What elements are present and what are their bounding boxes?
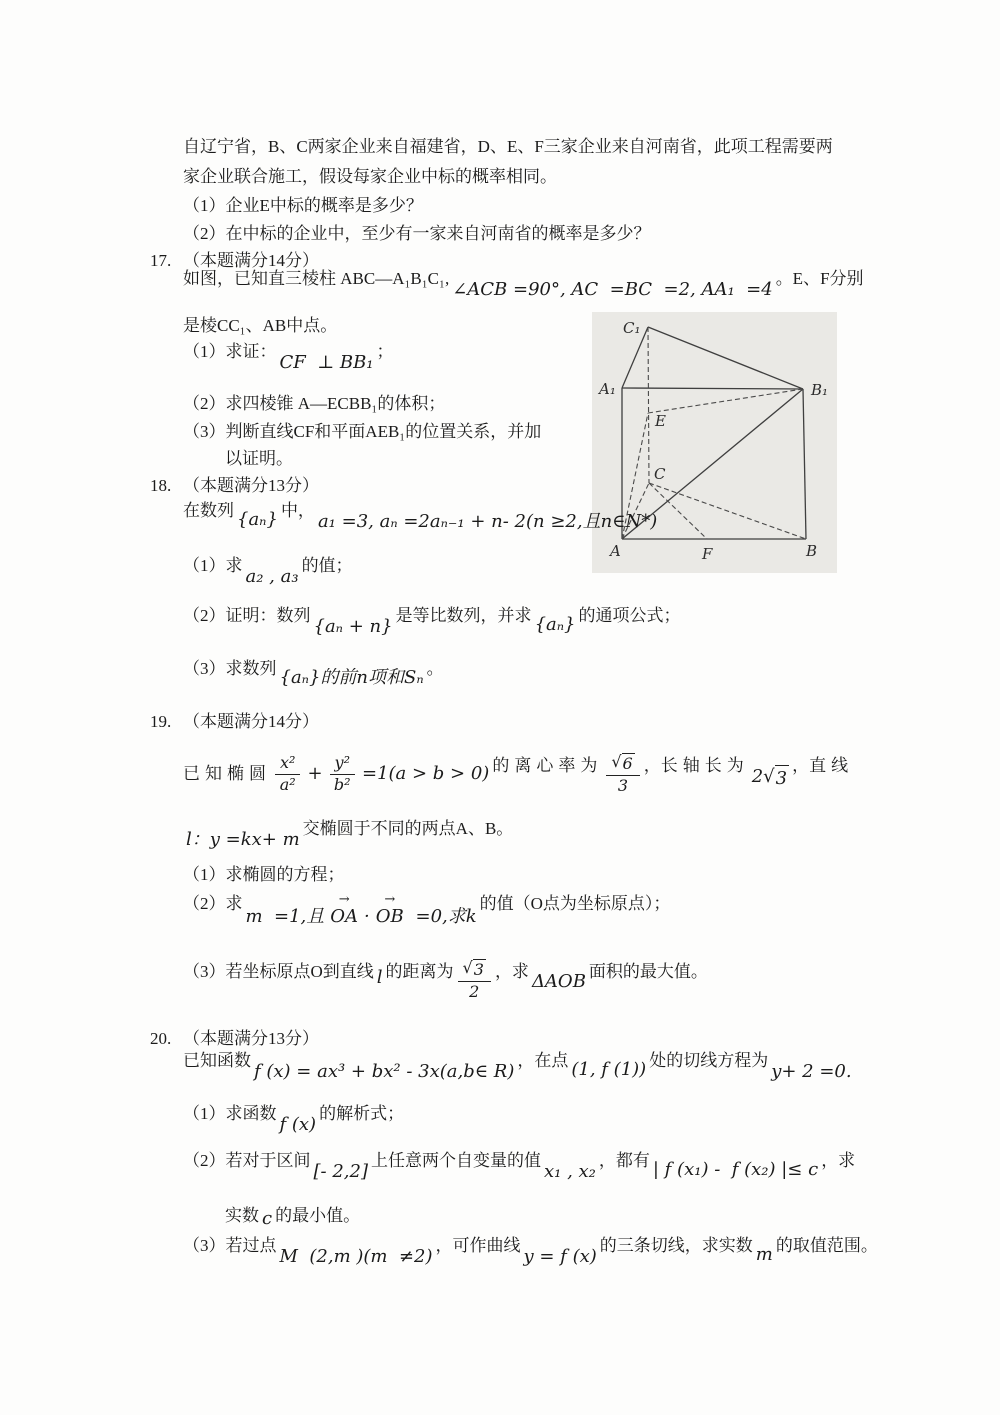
- q18-p1-terms: a₂ , a₃: [245, 566, 299, 587]
- vertex-label-A: A: [610, 542, 621, 560]
- q19-p1-text: （1）求椭圆的方程；: [183, 865, 345, 884]
- q19-p3-mid2: ，求: [494, 961, 529, 981]
- q17-p3-text2: 以证明。: [225, 449, 293, 468]
- q20-score: （本题满分13分）: [183, 1029, 319, 1048]
- q18-part-2: [183, 605, 681, 637]
- q20-part-2-line-2: [225, 1205, 360, 1228]
- radicand: 3: [473, 960, 484, 980]
- q20-p2-line2-post: 的最小值。: [275, 1206, 361, 1225]
- triangle-AOB: ΔAOB: [531, 971, 586, 993]
- q20-part-1: [183, 1103, 405, 1135]
- vertex-label-C: C: [654, 465, 666, 483]
- q19-p3-pre: （3）若坐标原点O到直线: [183, 961, 374, 981]
- q20-p1-pre: （1）求函数: [183, 1104, 277, 1123]
- q19-p3-post: 面积的最大值。: [588, 961, 708, 981]
- vector-OA-text: OA: [330, 906, 359, 927]
- q18-p2-mid: 是等比数列，并求: [395, 606, 532, 625]
- q17-p1-post: ；: [376, 342, 394, 361]
- q18-p1-post: 的值；: [301, 556, 353, 575]
- vertex-label-A1: A₁: [599, 380, 616, 398]
- q19-line-equation: [183, 818, 514, 850]
- radical-sign: √: [611, 752, 622, 772]
- sqrt-3: [463, 959, 486, 979]
- comma: ，: [792, 755, 810, 775]
- q17-part-2: [183, 393, 445, 415]
- q19-p2-post: 的值（O点为坐标原点）；: [479, 894, 671, 913]
- q18-p2-sequence2: {aₙ}: [534, 614, 576, 635]
- q16-part1-text: （1）企业E中标的概率是多少？: [183, 196, 423, 215]
- ellipse-fraction-y: [330, 754, 355, 794]
- q20-p2-pre: （2）若对于区间: [183, 1151, 311, 1170]
- q19-part-2: [183, 892, 671, 927]
- q19-p2-pre: （2）求: [183, 894, 243, 913]
- fraction-denominator: a²: [279, 774, 296, 794]
- sqrt-6: [611, 753, 634, 773]
- tangent-point: (1, f (1)): [571, 1059, 647, 1080]
- q17-intro-line-2: [183, 315, 337, 337]
- q17-number: 17.: [150, 251, 172, 270]
- q18-sequence-notation: {aₙ}: [237, 509, 278, 530]
- q20-intro: [183, 1050, 855, 1082]
- ellipse-fraction-x: [275, 754, 300, 794]
- q17-part-1: [183, 341, 394, 373]
- q20-p2-post: ，求: [821, 1151, 856, 1170]
- eccentricity-fraction: [606, 753, 639, 795]
- radicand: 3: [775, 765, 789, 790]
- q16-cont-line-2: [183, 166, 557, 188]
- dot-operator: ·: [364, 906, 370, 927]
- q17-p1-formula: CF ⊥ BB₁: [279, 352, 374, 373]
- vector-arrow-icon: →: [338, 892, 350, 907]
- q19-line-post: 交椭圆于不同的两点A、B。: [302, 819, 514, 838]
- q19-major-axis-label: 长轴长为: [660, 755, 749, 775]
- constant-c: c: [262, 1208, 273, 1229]
- q16-part2-text: （2）在中标的企业中，至少有一家来自河南省的概率是多少？: [183, 224, 651, 243]
- vector-OB-text: OB: [375, 906, 404, 927]
- prism-figure: [592, 312, 837, 573]
- q20-p3-mid2: 的三条切线，求实数: [599, 1236, 753, 1255]
- q17-p1-pre: （1）求证：: [183, 342, 277, 361]
- q19-p2-solve-k: =0,求k: [409, 906, 477, 927]
- fraction-numerator: y²: [330, 754, 355, 774]
- comma: ，: [643, 755, 661, 775]
- radical-sign: √: [462, 958, 473, 978]
- q18-part-1: [183, 555, 353, 587]
- q18-p3-sum-formula: {aₙ}的前n项和Sₙ: [279, 667, 424, 688]
- vertex-label-B: B: [806, 542, 818, 560]
- q20-p2-mid: 上任意两个自变量的值: [370, 1151, 541, 1170]
- plus-sign: +: [307, 763, 323, 785]
- fraction-numerator: x²: [275, 754, 300, 774]
- q18-number: 18.: [150, 476, 172, 495]
- variable-m: m: [755, 1244, 773, 1265]
- distance-fraction: [458, 959, 491, 1001]
- q19-part-3: [183, 950, 708, 1010]
- q17-intro-line-1: [183, 268, 864, 300]
- q20-header: [150, 1028, 319, 1050]
- q18-p1-pre: （1）求: [183, 556, 243, 575]
- q19-intro: [183, 745, 853, 803]
- tangent-line-equation: y+ 2 =0.: [771, 1061, 852, 1082]
- q20-part-3: [183, 1235, 878, 1267]
- vector-arrow-icon: →: [384, 892, 396, 907]
- q20-number: 20.: [150, 1029, 172, 1048]
- q19-eccentricity-label: 的离心率为: [492, 755, 603, 775]
- major-axis-value: [752, 765, 789, 790]
- q18-p2-sequence: {aₙ + n}: [313, 616, 393, 637]
- q17-intro-formula: ∠ACB =90°, AC =BC =2, AA₁ =4: [452, 279, 773, 300]
- q18-p2-post: 的通项公式；: [578, 606, 681, 625]
- q18-p2-pre: （2）证明：数列: [183, 606, 311, 625]
- q18-recurrence-formula: a₁ =3, aₙ =2aₙ₋₁ + n- 2(n ≥2,且n∈N*): [317, 511, 658, 532]
- q17-part-3-line-1: [183, 421, 541, 443]
- vertex-label-F: F: [702, 545, 713, 563]
- q18-score: （本题满分13分）: [183, 476, 319, 495]
- q19-part-1: [183, 864, 345, 886]
- q17-p3-text: （3）判断直线CF和平面AEB₁的位置关系，并加: [183, 422, 542, 441]
- function-fx: f (x): [279, 1114, 317, 1135]
- q20-p2-mid2: ，都有: [598, 1151, 650, 1170]
- coefficient: 2: [751, 766, 764, 788]
- q17-intro-line2-text: 是棱CC₁、AB中点。: [183, 316, 338, 335]
- function-definition: f (x) = ax³ + bx² - 3x(a,b∈ R): [254, 1061, 515, 1082]
- q17-score: （本题满分14分）: [183, 251, 319, 270]
- q16-text: 自辽宁省，B、C两家企业来自福建省，D、E、F三家企业来自河南省，此项工程需要两: [183, 137, 833, 156]
- q20-part-2: [183, 1150, 856, 1182]
- fraction-numerator: [458, 959, 491, 981]
- q18-part-3: [183, 658, 444, 688]
- fraction-denominator: 3: [617, 775, 629, 795]
- inequality: | f (x₁) - f (x₂) |≤ c: [652, 1159, 819, 1180]
- q20-p2-line2-pre: 实数: [225, 1206, 259, 1225]
- q16-part-2: [183, 223, 651, 245]
- q20-intro-mid: ，在点: [517, 1051, 569, 1070]
- q19-number: 19.: [150, 712, 172, 731]
- q18-intro-mid: 中，: [280, 501, 315, 520]
- fraction-numerator: [606, 753, 639, 775]
- q19-header: [150, 711, 319, 733]
- q20-intro-mid2: 处的切线方程为: [649, 1051, 769, 1070]
- curve-equation: y = f (x): [523, 1246, 597, 1267]
- interval: [- 2,2]: [313, 1161, 368, 1182]
- radical-sign: √: [763, 766, 775, 788]
- q19-p2-condition: m =1,且: [245, 906, 325, 927]
- vertex-label-E: E: [655, 412, 666, 430]
- q20-p1-post: 的解析式；: [319, 1104, 405, 1123]
- q20-p3-pre: （3）若过点: [183, 1236, 277, 1255]
- q20-intro-pre: 已知函数: [183, 1051, 251, 1070]
- vector-OA: [330, 892, 359, 928]
- vector-OB: [375, 892, 404, 928]
- line-l-equation: l：y =kx+ m: [186, 829, 300, 850]
- q17-p2-text: （2）求四棱锥 A—ECBB₁的体积；: [183, 394, 446, 413]
- q17-intro-post: 。E、F分别: [775, 269, 864, 288]
- q19-p3-mid: 的距离为: [385, 961, 454, 981]
- fraction-denominator: 2: [469, 981, 480, 1001]
- vertex-label-B1: B₁: [811, 381, 829, 399]
- q18-intro-pre: 在数列: [183, 501, 234, 520]
- q17-part-3-line-2: [225, 448, 293, 470]
- q18-header: [150, 475, 319, 497]
- q19-intro-pre: 已知椭圆: [183, 763, 271, 783]
- sqrt-3: [763, 765, 789, 790]
- q20-p3-post: 的取值范围。: [775, 1236, 878, 1255]
- q16-part-1: [183, 195, 423, 217]
- q18-p3-pre: （3）求数列: [183, 659, 277, 678]
- q18-p3-post: 。: [426, 659, 444, 678]
- q16-text: 家企业联合施工，假设每家企业中标的概率相同。: [183, 167, 557, 186]
- point-M: M (2,m )(m ≠2): [279, 1246, 433, 1267]
- vertex-label-C1: C₁: [623, 319, 641, 337]
- line-l-symbol: l: [376, 967, 383, 989]
- variables-x1-x2: x₁ , x₂: [543, 1161, 596, 1182]
- q19-line-label: 直线: [809, 755, 854, 775]
- radicand: 6: [622, 754, 633, 774]
- q20-p3-mid: ，可作曲线: [435, 1236, 521, 1255]
- q16-cont-line-1: [183, 136, 833, 158]
- q17-intro-pre: 如图，已知直三棱柱 ABC—A₁B₁C₁,: [183, 269, 450, 288]
- q18-intro: [183, 500, 660, 532]
- fraction-denominator: b²: [333, 774, 351, 794]
- q19-score: （本题满分14分）: [183, 712, 319, 731]
- ellipse-equation-tail: =1(a > b > 0): [361, 763, 490, 785]
